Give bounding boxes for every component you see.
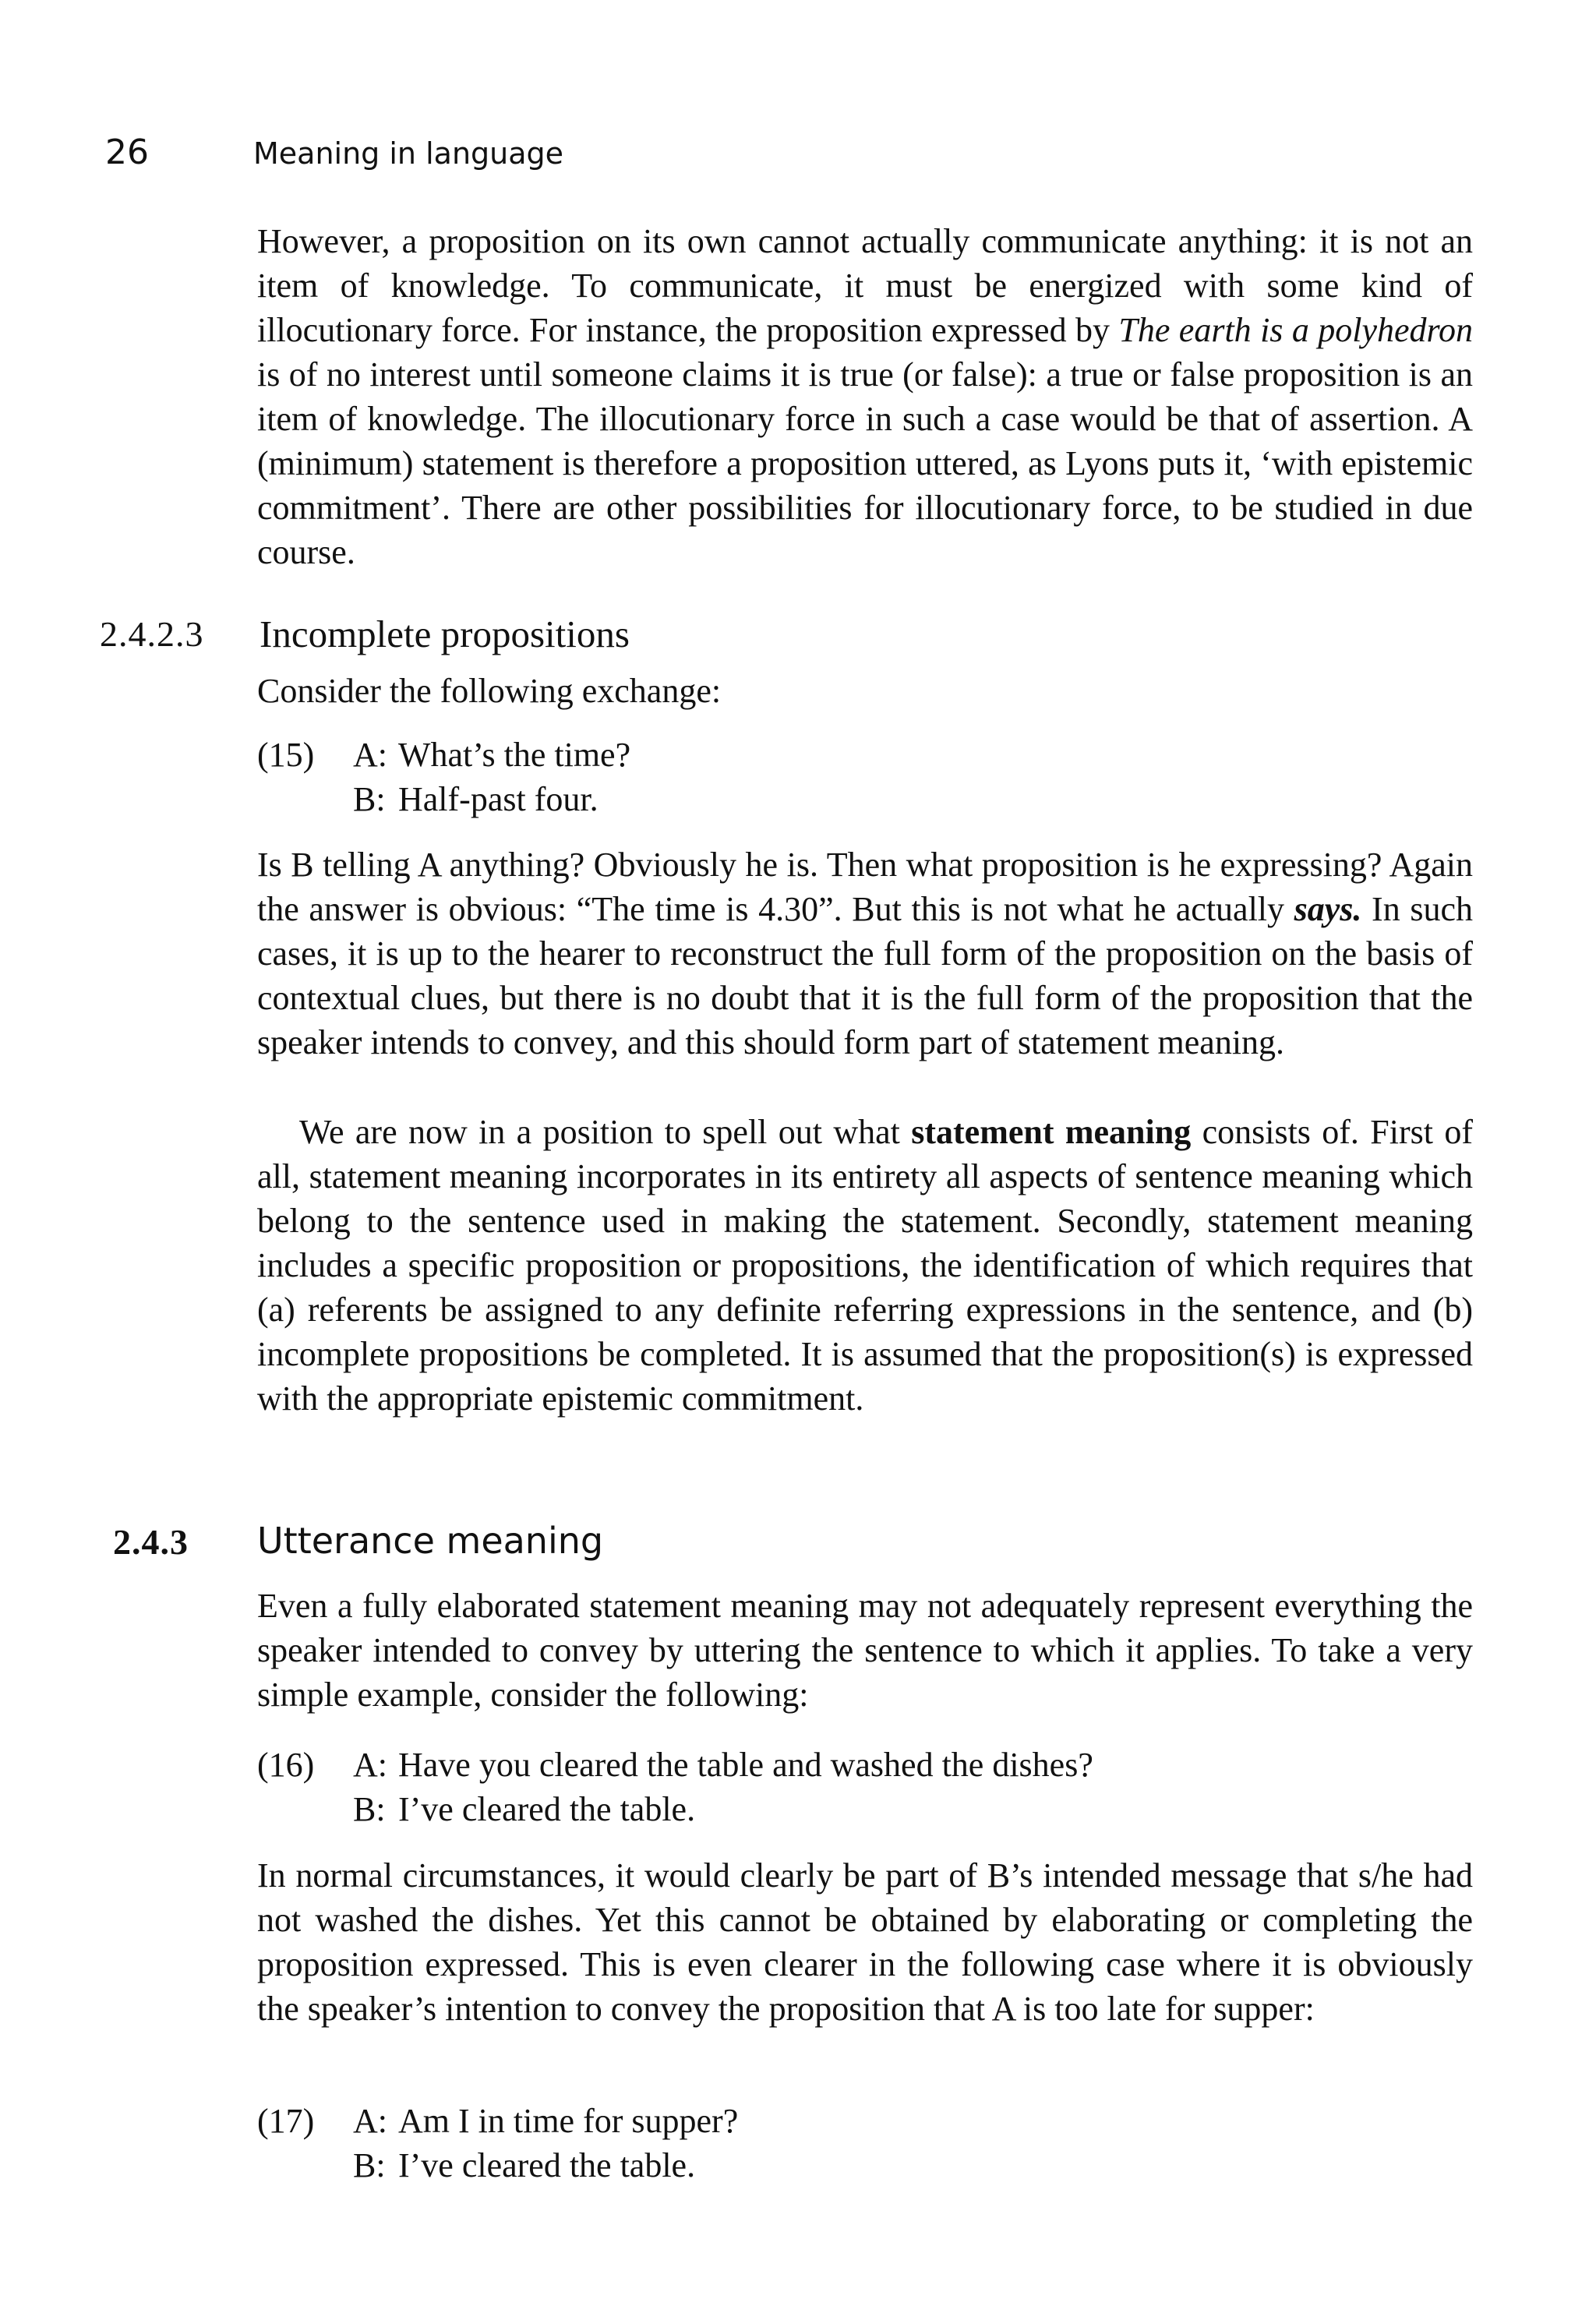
paragraph-3: [257, 1110, 1473, 1421]
example-15: [257, 733, 630, 821]
example-17-utterance-a: Am I in time for supper?: [398, 2102, 739, 2140]
paragraph-2: [257, 842, 1473, 1065]
example-15-speaker-b: B:: [353, 780, 386, 818]
running-head: [105, 132, 563, 172]
paragraph-1-italic-example: The earth is a polyhedron: [1118, 311, 1473, 349]
subsection-intro-text: Consider the following exchange:: [257, 672, 722, 710]
page-number: 26: [105, 132, 149, 172]
example-17-number: (17): [257, 2102, 315, 2140]
example-16-line-a: [257, 1743, 1093, 1787]
paragraph-5: [257, 1853, 1473, 2031]
example-17-line-a: [257, 2099, 738, 2143]
paragraph-4-text: Even a fully elaborated statement meaning may not adequately represent everything the speaker intended to convey by uttering the sentence to which it applies. To take a very simple example, consider the following:: [257, 1587, 1473, 1714]
example-17-line-b: [257, 2143, 738, 2188]
example-16-line-b: [257, 1787, 1093, 1831]
paragraph-3-text-a: We are now in a position to spell out what: [299, 1113, 912, 1151]
paragraph-1: [257, 219, 1473, 574]
subsection-number: 2.4.2.3: [100, 614, 204, 654]
example-15-utterance-a: What’s the time?: [398, 736, 631, 774]
paragraph-2-text-b: In such cases, it is up to the hearer to reconstruct the full form of the proposition on the basis of contextual clues, but there is no doubt that it is the full form of the proposition that the speaker intends to convey, and this should form part of statement meaning.: [257, 890, 1473, 1061]
paragraph-3-text-b: consists of. First of all, statement meaning incorporates in its entirety all aspects of sentence meaning which belong to the sentence used in making the statement. Secondly, statement meaning includes a specific proposition or propositions, the identification of which requires that (a) referents be assigned to any definite referring expressions in the sentence, and (b) incomplete propositions be completed. It is assumed that the proposition(s) is expressed with the appropriate epistemic commitment.: [257, 1113, 1473, 1418]
example-16-utterance-a: Have you cleared the table and washed the dishes?: [398, 1746, 1093, 1784]
example-17-utterance-b: I’ve cleared the table.: [398, 2146, 696, 2184]
section-number: 2.4.3: [113, 1522, 189, 1562]
paragraph-3-key-term: statement meaning: [911, 1113, 1192, 1151]
paragraph-2-emphasis: says.: [1294, 890, 1362, 928]
example-16-utterance-b: I’ve cleared the table.: [398, 1790, 696, 1828]
paragraph-1-text-a: However, a proposition on its own cannot actually communicate anything: it is not an item of knowledge. To communicate, it must be energized with some kind of illocutionary force. For instance, the proposition expressed by: [257, 222, 1473, 349]
subsection-title: Incomplete propositions: [260, 613, 630, 655]
example-16-speaker-b: B:: [353, 1790, 386, 1828]
example-17: [257, 2099, 738, 2188]
paragraph-2-text-a: Is B telling A anything? Obviously he is. Then what proposition is he expressing? Again the answer is obvious: “The time is 4.30”. But this is not what he actually: [257, 846, 1473, 928]
example-16-number: (16): [257, 1746, 315, 1784]
paragraph-4: [257, 1584, 1473, 1717]
example-17-speaker-a: A:: [353, 2102, 387, 2140]
example-16-speaker-a: A:: [353, 1746, 387, 1784]
example-17-speaker-b: B:: [353, 2146, 386, 2184]
paragraph-1-text-b: is of no interest until someone claims it is true (or false): a true or false proposition is an item of knowledge. The illocutionary force in such a case would be that of assertion. A (minimum) statement is therefore a proposition uttered, as Lyons puts it, ‘with epistemic commitment’. There are other possibilities for illocutionary force, to be studied in due course.: [257, 355, 1473, 571]
running-title: Meaning in language: [253, 136, 564, 171]
section-title: Utterance meaning: [257, 1520, 604, 1562]
example-15-utterance-b: Half-past four.: [398, 780, 598, 818]
section-heading-2-4-3: [113, 1520, 604, 1562]
paragraph-5-text: In normal circumstances, it would clearly be part of B’s intended message that s/he had not washed the dishes. Yet this cannot be obtained by elaborating or completing the proposition expressed. This is even clearer in the following case where it is obviously the speaker’s intention to convey the proposition that A is too late for supper:: [257, 1856, 1473, 2028]
example-15-number: (15): [257, 736, 315, 774]
subsection-intro: [257, 669, 1473, 713]
subsection-heading-2-4-2-3: [100, 612, 630, 656]
example-15-speaker-a: A:: [353, 736, 387, 774]
example-15-line-a: [257, 733, 630, 777]
example-15-line-b: [257, 777, 630, 821]
example-16: [257, 1743, 1093, 1831]
